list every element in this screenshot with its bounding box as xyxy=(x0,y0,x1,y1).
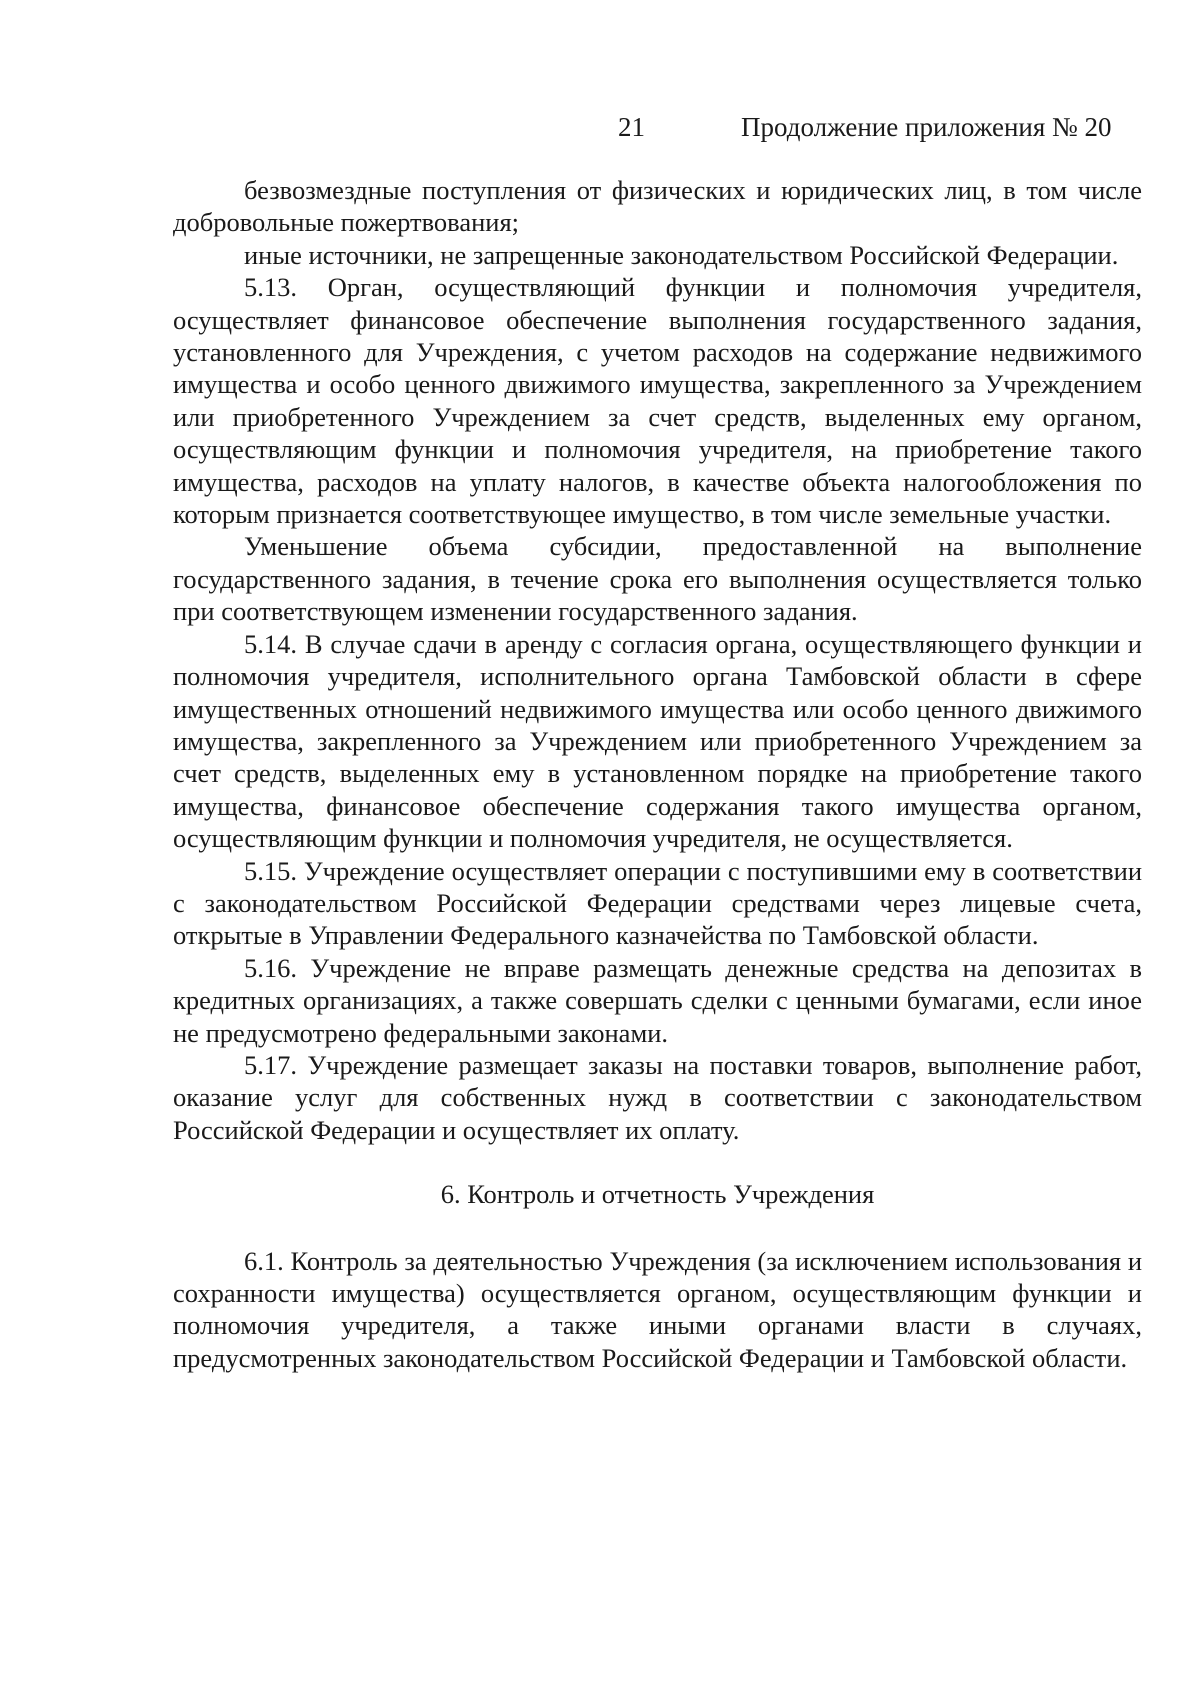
paragraph-subsidy-reduction: Уменьшение объема субсидии, предоставленной на выполнение государственного задания, в течение срока его выполнения осуществляется только при соответствующем изменении государственного задания. xyxy=(173,531,1142,627)
paragraph-other-sources: иные источники, не запрещенные законодательством Российской Федерации. xyxy=(244,239,1119,270)
paragraph-5-17: 5.17. Учреждение размещает заказы на поставки товаров, выполнение работ, оказание услуг для собственных нужд в соответствии с законодательством Российской Федерации и осуществляет их оплату. xyxy=(173,1049,1142,1145)
page-header xyxy=(0,112,1200,152)
section-heading: 6. Контроль и отчетность Учреждения xyxy=(440,1179,875,1210)
paragraph-5-15: 5.15. Учреждение осуществляет операции с поступившими ему в соответствии с законодательством Российской Федерации средствами через лицевые счета, открытые в Управлении Федерального казначейства по Тамбовской области. xyxy=(173,855,1142,951)
appendix-continuation-title: Продолжение приложения № 20 xyxy=(741,112,1112,142)
paragraph-free-receipts: безвозмездные поступления от физических и юридических лиц, в том числе добровольные пожертвования; xyxy=(173,175,1142,238)
paragraph-5-16: 5.16. Учреждение не вправе размещать денежные средства на депозитах в кредитных организациях, а также совершать сделки с ценными бумагами, если иное не предусмотрено федеральными законами. xyxy=(173,952,1142,1048)
paragraph-5-14: 5.14. В случае сдачи в аренду с согласия органа, осуществляющего функции и полномочия учредителя, исполнительного органа Тамбовской области в сфере имущественных отношений недвижимого имущества или особо ценного движимого имущества, закрепленного за Учреждением или приобретенного Учреждением за счет средств, выделенных ему в установленном порядке на приобретение такого имущества, финансовое обеспечение содержания такого имущества органом, осуществляющим функции и полномочия учредителя, не осуществляется. xyxy=(173,628,1142,854)
paragraph-6-1: 6.1. Контроль за деятельностью Учреждения (за исключением использования и сохранности имущества) осуществляется органом, осуществляющим функции и полномочия учредителя, а также иными органами власти в случаях, предусмотренных законодательством Российской Федерации и Тамбовской области. xyxy=(173,1245,1142,1373)
page-number: 21 xyxy=(618,112,645,142)
document-body xyxy=(173,174,1142,1374)
paragraph-5-13: 5.13. Орган, осуществляющий функции и полномочия учредителя, осуществляет финансовое обеспечение выполнения государственного задания, установленного для Учреждения, с учетом расходов на содержание недвижимого имущества и особо ценного движимого имущества, закрепленного за Учреждением или приобретенного Учреждением за счет средств, выделенных ему органом, осуществляющим функции и полномочия учредителя, на приобретение такого имущества, расходов на уплату налогов, в качестве объекта налогообложения по которым признается соответствующее имущество, в том числе земельные участки. xyxy=(173,272,1142,530)
